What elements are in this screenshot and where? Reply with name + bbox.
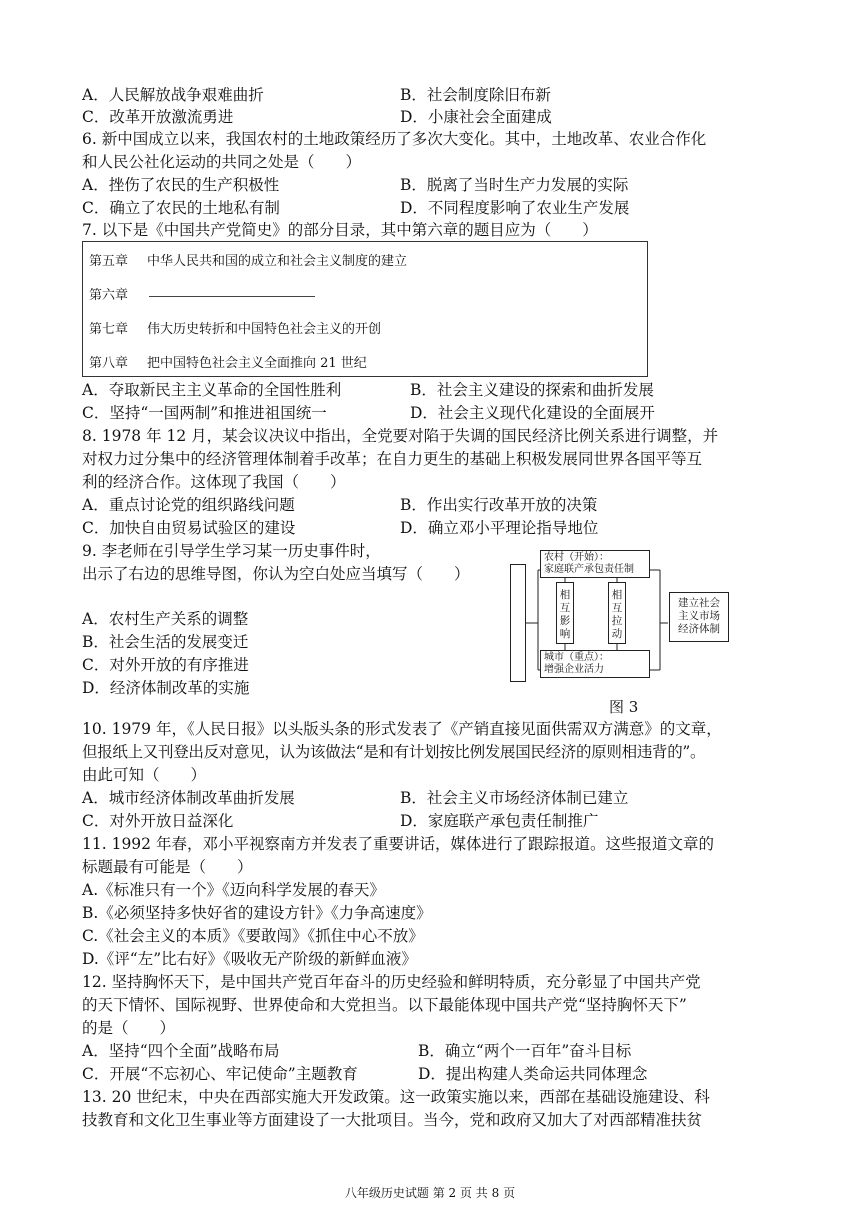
q10-option-a: A．城市经济体制改革曲折发展 [82, 789, 295, 807]
q9-option-c: C．对外开放的有序推进 [82, 656, 249, 674]
q8-option-c: C．加快自由贸易试验区的建设 [82, 519, 296, 537]
q5-option-b: B．社会制度除旧布新 [400, 86, 551, 104]
q5-option-d: D．小康社会全面建成 [400, 108, 552, 126]
q10-option-b: B．社会主义市场经济体制已建立 [400, 789, 629, 807]
q13-stem-line1: 13. 20 世纪末，中央在西部实施大开发政策。这一政策实施以来，西部在基础设施建设、科 [82, 1088, 710, 1106]
q7-option-d: D．社会主义现代化建设的全面展开 [410, 404, 655, 422]
q12-stem-line2: 的天下情怀、国际视野、世界使命和大党担当。以下最能体现中国共产党“坚持胸怀天下” [82, 996, 687, 1014]
q6-stem-line2: 和人民公社化运动的共同之处是（ ） [82, 153, 362, 171]
chapter-title: 中华人民共和国的成立和社会主义制度的建立 [147, 254, 408, 269]
q10-stem-line3: 由此可知（ ） [82, 766, 207, 784]
q7-stem: 7. 以下是《中国共产党简史》的部分目录，其中第六章的题目应为（ ） [82, 221, 598, 239]
urban-label: 城市（重点）： [544, 652, 609, 663]
rural-box [540, 550, 650, 578]
q8-option-b: B．作出实行改革开放的决策 [400, 496, 598, 514]
urban-detail: 增强企业活力 [544, 664, 604, 675]
chapter-title-blank [149, 295, 315, 297]
q12-option-c: C．开展“不忘初心、牢记使命”主题教育 [82, 1065, 358, 1083]
q12-option-a: A．坚持“四个全面”战略布局 [82, 1042, 280, 1060]
q12-stem-line3: 的是（ ） [82, 1019, 176, 1037]
chapter-number: 第八章 [89, 356, 129, 371]
q10-option-c: C．对外开放日益深化 [82, 812, 234, 830]
arrows [540, 578, 650, 650]
q11-option-b: B.《必须坚持多快好省的建设方针》《力争高速度》 [82, 904, 432, 922]
q6-stem-line1: 6. 新中国成立以来，我国农村的土地政策经历了多次大变化。其中，土地改革、农业合作化 [82, 130, 707, 148]
q7-option-c: C．坚持“一国两制”和推进祖国统一 [82, 404, 327, 422]
q9-option-d: D．经济体制改革的实施 [82, 679, 250, 697]
q11-stem-line1: 11. 1992 年春，邓小平视察南方并发表了重要讲话，媒体进行了跟踪报道。这些报道文章的 [82, 835, 714, 853]
q11-stem-line2: 标题最有可能是（ ） [82, 858, 253, 876]
q5-option-a: A．人民解放战争艰难曲折 [82, 86, 264, 104]
toc-row [89, 352, 367, 371]
rural-label: 农村（开始）： [544, 552, 609, 563]
q9-option-a: A．农村生产关系的调整 [82, 610, 249, 628]
q7-option-a: A．夺取新民主主义革命的全国性胜利 [82, 381, 342, 399]
q6-option-d: D．不同程度影响了农业生产发展 [400, 199, 630, 217]
q7-option-b: B．社会主义建设的探索和曲折发展 [410, 381, 654, 399]
blank-box [510, 564, 526, 682]
chapter-title: 把中国特色社会主义全面推向 21 世纪 [147, 356, 367, 371]
mutual-influence-box: 相互影响 [556, 582, 574, 644]
q8-option-a: A．重点讨论党的组织路线问题 [82, 496, 295, 514]
q10-option-d: D．家庭联产承包责任制推广 [400, 812, 599, 830]
chapter-title: 伟大历史转折和中国特色社会主义的开创 [147, 322, 382, 337]
q5-option-c: C．改革开放激流勇进 [82, 108, 234, 126]
chapter-number: 第五章 [89, 254, 129, 269]
q11-option-c: C.《社会主义的本质》《要敢闯》《抓住中心不放》 [82, 927, 424, 945]
toc-row [89, 318, 381, 337]
q8-option-d: D．确立邓小平理论指导地位 [400, 519, 599, 537]
q6-option-b: B．脱离了当时生产力发展的实际 [400, 176, 629, 194]
result-box: 建立社会主义市场经济体制 [669, 592, 729, 642]
figure-caption: 图 3 [609, 698, 639, 716]
q9-stem-line2: 出示了右边的思维导图，你认为空白处应当填写（ ） [82, 565, 470, 583]
table-of-contents-box [82, 241, 648, 377]
q8-stem-line3: 利的经济合作。这体现了我国（ ） [82, 473, 346, 491]
chapter-number: 第七章 [89, 322, 129, 337]
q12-option-b: B．确立“两个一百年”奋斗目标 [418, 1042, 632, 1060]
q12-option-d: D．提出构建人类命运共同体理念 [418, 1065, 648, 1083]
q6-option-a: A．挫伤了农民的生产积极性 [82, 176, 280, 194]
q9-stem-line1: 9. 李老师在引导学生学习某一历史事件时， [82, 542, 381, 560]
q8-stem-line2: 对权力过分集中的经济管理体制着手改革；在自力更生的基础上积极发展同世界各国平等互 [82, 450, 703, 468]
rural-detail: 家庭联产承包责任制 [544, 564, 634, 575]
q12-stem-line1: 12. 坚持胸怀天下，是中国共产党百年奋斗的历史经验和鲜明特质，充分彰显了中国共产党 [82, 973, 701, 991]
q11-option-a: A.《标准只有一个》《迈向科学发展的春天》 [82, 881, 385, 899]
q6-option-c: C．确立了农民的土地私有制 [82, 199, 280, 217]
q9-option-b: B．社会生活的发展变迁 [82, 633, 249, 651]
mutual-drive-box: 相互拉动 [608, 582, 626, 644]
page-footer: 八年级历史试题 第 2 页 共 8 页 [344, 1186, 516, 1200]
urban-box [540, 650, 650, 678]
q11-option-d: D.《评“左”比右好》《吸收无产阶级的新鲜血液》 [82, 950, 417, 968]
chapter-number: 第六章 [89, 288, 129, 303]
toc-row [89, 250, 407, 269]
q8-stem-line1: 8. 1978 年 12 月，某会议决议中指出，全党要对陷于失调的国民经济比例关系进行调整，并 [82, 427, 719, 445]
q13-stem-line2: 技教育和文化卫生事业等方面建设了一大批项目。当今，党和政府又加大了对西部精准扶贫 [82, 1111, 703, 1129]
toc-row [89, 284, 315, 303]
q10-stem-line2: 但报纸上又刊登出反对意见，认为该做法“是和有计划按比例发展国民经济的原则相违背的”。 [82, 743, 706, 761]
q10-stem-line1: 10. 1979 年，《人民日报》以头版头条的形式发表了《产销直接见面供需双方满意》的文章， [82, 720, 722, 738]
